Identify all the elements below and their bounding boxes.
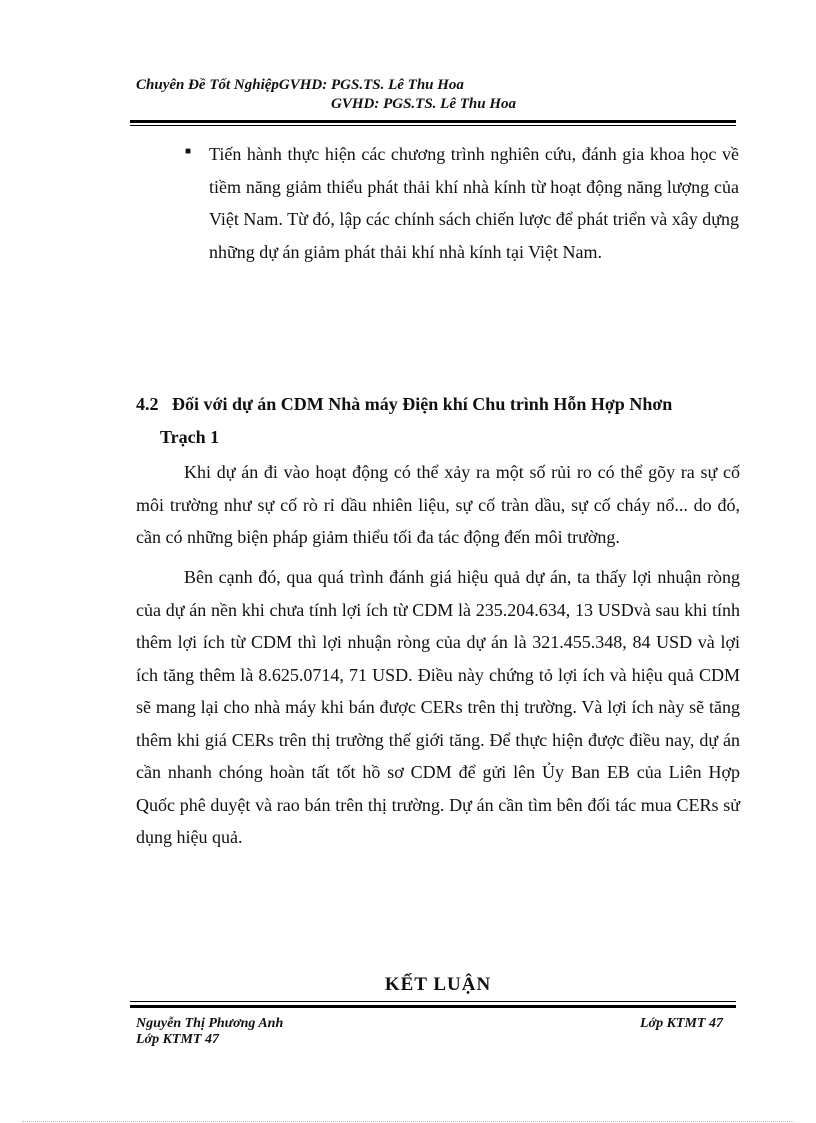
section-heading	[136, 388, 740, 454]
header-rule-thin	[130, 125, 736, 126]
footer-rule-thick	[130, 1005, 736, 1008]
header-advisor: GVHD: PGS.TS. Lê Thu Hoa	[331, 96, 517, 112]
footer-author: Nguyễn Thị Phương Anh	[136, 1016, 284, 1031]
paragraph-benefits: Bên cạnh đó, qua quá trình đánh giá hiệu quả dự án, ta thấy lợi nhuận ròng của dự án nền khi chưa tính lợi ích từ CDM là 235.204.634, 13 USDvà sau khi tính thêm lợi ích từ CDM thì lợi nhuận ròng của dự án là 321.455.348, 84 USD và lợi ích tăng thêm là 8.625.0714, 71 USD. Điều này chứng tỏ lợi ích và hiệu quả CDM sẽ mang lại cho nhà máy khi bán được CERs trên thị trường. Và lợi ích này sẽ tăng thêm khi giá CERs trên thị trường thế giới tăng. Để thực hiện được điều nay, dự án cần nhanh chóng hoàn tất tốt hồ sơ CDM để gửi lên Ủy Ban EB của Liên Hợp Quốc phê duyệt và rao bán trên thị trường. Dự án cần tìm bên đối tác mua CERs sử dụng hiệu quả.	[136, 567, 740, 847]
bullet-paragraph: Tiến hành thực hiện các chương trình nghiên cứu, đánh gia khoa học về tiềm năng giảm thiểu phát thải khí nhà kính từ hoạt động năng lượng của Việt Nam. Từ đó, lập các chính sách chiến lược để phát triển và xây dựng những dự án giảm phát thải khí nhà kính tại Việt Nam.	[209, 144, 739, 262]
paragraph-risks: Khi dự án đi vào hoạt động có thể xảy ra một số rủi ro có thể gõy ra sự cố môi trường như sự cố rò rỉ dầu nhiên liệu, sự cố tràn dầu, sự cố cháy nổ... do đó, cần có những biện pháp giảm thiểu tối đa tác động đến môi trường.	[136, 462, 740, 547]
conclusion-heading: KẾT LUẬN	[384, 974, 492, 995]
section-number: 4.2	[136, 394, 159, 414]
header-rule-thick	[130, 120, 736, 123]
header-thesis-label: Chuyên Đề Tốt Nghiệp	[136, 77, 279, 93]
header-advisor-overlap: GVHD: PGS.TS. Lê Thu Hoa	[278, 77, 464, 93]
section-title-line-1: Đối với dự án CDM Nhà máy Điện khí Chu trình Hỗn Hợp Nhơn	[172, 394, 673, 414]
bullet-square-icon: ■	[185, 146, 192, 157]
header-line-1	[136, 77, 464, 94]
section-title-line-2: Trạch 1	[160, 427, 220, 447]
footer-left	[136, 1016, 283, 1048]
footer-rule-thin	[130, 1001, 736, 1002]
page-boundary	[22, 1121, 794, 1122]
footer-class-right: Lớp KTMT 47	[640, 1016, 723, 1031]
footer-class-left: Lớp KTMT 47	[136, 1032, 219, 1047]
